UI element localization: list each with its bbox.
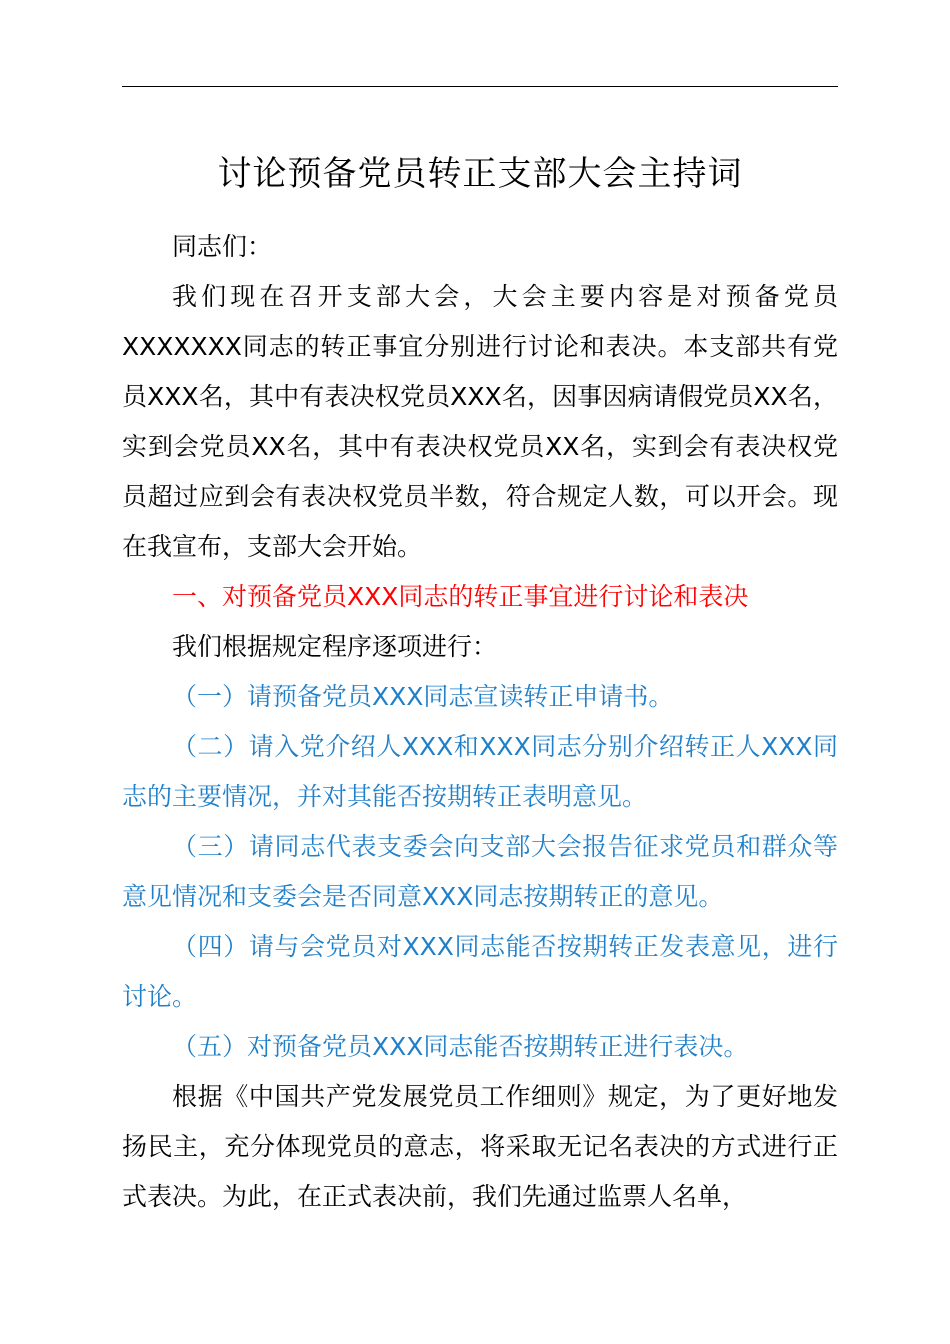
document-body <box>122 222 838 1222</box>
step-1: （一）请预备党员XXX同志宣读转正申请书。 <box>172 682 674 711</box>
paragraph-intro: 我们现在召开支部大会，大会主要内容是对预备党员XXXXXXX同志的转正事宜分别进行讨论和表决。本支部共有党员XXX名，其中有表决权党员XXX名，因事因病请假党员XX名，实到会党员XX名，其中有表决权党员XX名，实到会有表决权党员超过应到会有表决权党员半数，符合规定人数，可以开会。现在我宣布，支部大会开始。 <box>122 282 838 561</box>
paragraph-voting: 根据《中国共产党发展党员工作细则》规定，为了更好地发扬民主，充分体现党员的意志，将采取无记名表决的方式进行正式表决。为此，在正式表决前，我们先通过监票人名单， <box>122 1082 838 1211</box>
step-2: （二）请入党介绍人XXX和XXX同志分别介绍转正人XXX同志的主要情况，并对其能否按期转正表明意见。 <box>122 732 838 811</box>
section-heading-1: 一、对预备党员XXX同志的转正事宜进行讨论和表决 <box>172 582 749 611</box>
header-rule <box>122 86 838 87</box>
step-5: （五）对预备党员XXX同志能否按期转正进行表决。 <box>172 1032 749 1061</box>
step-3: （三）请同志代表支委会向支部大会报告征求党员和群众等意见情况和支委会是否同意XXX同志按期转正的意见。 <box>122 832 838 911</box>
paragraph-procedure: 我们根据规定程序逐项进行： <box>172 632 498 661</box>
document-title: 讨论预备党员转正支部大会主持词 <box>217 154 743 194</box>
paragraph-greeting: 同志们： <box>172 232 273 261</box>
step-4: （四）请与会党员对XXX同志能否按期转正发表意见，进行讨论。 <box>122 932 838 1011</box>
